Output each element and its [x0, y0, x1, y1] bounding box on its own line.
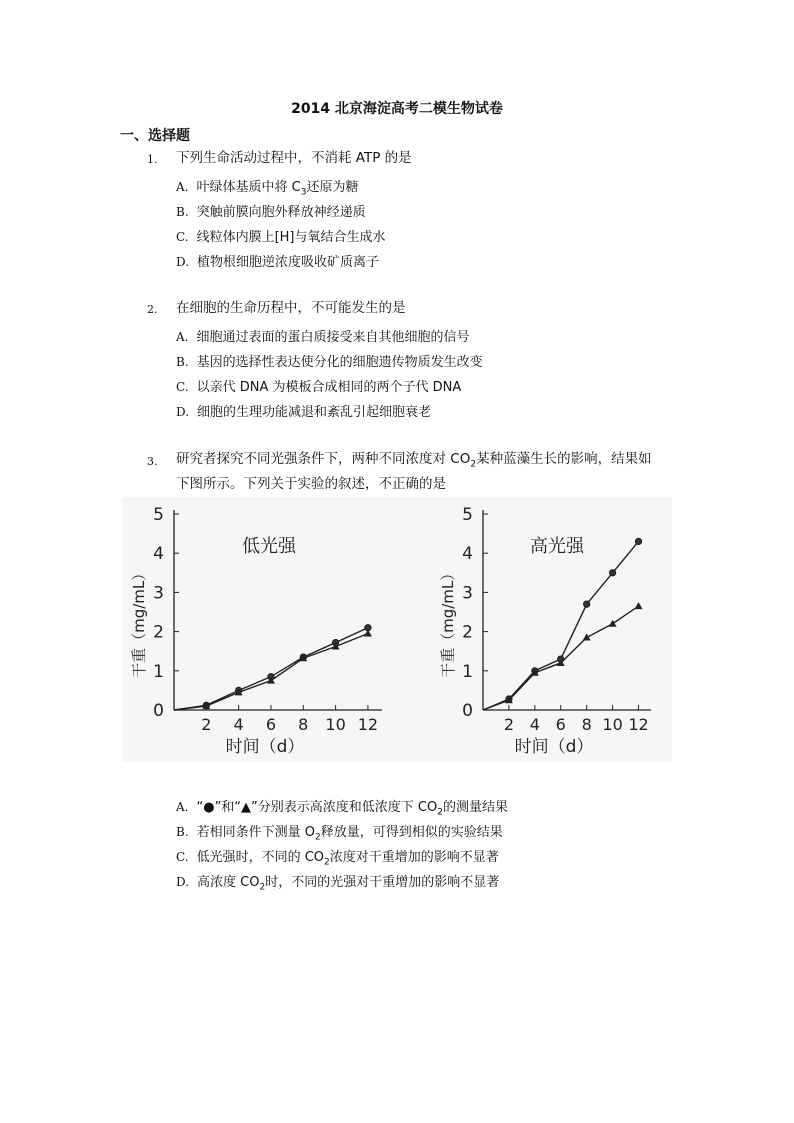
option-text: 线粒体内膜上[H]与氧结合生成水: [196, 230, 386, 245]
chart1-x-tick-label: 2: [201, 715, 212, 734]
chart2-x-tick-label: 2: [503, 715, 515, 734]
q3-option-a: [176, 796, 508, 818]
chart1-x-axis-label: 时间（d）: [225, 737, 305, 757]
question-3-number: 3.: [147, 455, 158, 468]
option-text: 若相同条件下测量 O: [196, 825, 316, 840]
option-text: 高浓度 CO: [197, 875, 260, 890]
option-label: B.: [176, 355, 189, 369]
option-text: 细胞的生理功能减退和紊乱引起细胞衰老: [197, 405, 432, 420]
chart1-x-tick-label: 6: [265, 715, 277, 734]
option-label: C.: [176, 850, 189, 864]
chart1-y-tick-label: 4: [153, 544, 164, 565]
option-text: 叶绿体基质中将 C: [196, 180, 301, 195]
option-text: 突触前膜向胞外释放神经递质: [196, 205, 366, 220]
chart2-y-tick-label: 4: [462, 544, 473, 565]
option-label: C.: [176, 230, 189, 244]
option-text-tail: 浓度对干重增加的影响不显著: [329, 850, 499, 865]
stem-text: 研究者探究不同光强条件下，两种不同浓度对 CO: [176, 451, 471, 467]
chart1-series-line-circle: [174, 628, 368, 710]
chart2-y-tick-label: 2: [462, 622, 473, 643]
chart2-x-tick-label: 6: [555, 715, 566, 734]
chart1-x-tick-label: 10: [325, 715, 346, 734]
chart1-y-tick-label: 2: [153, 622, 164, 643]
chart2-y-tick-label: 5: [462, 505, 473, 525]
question-1-stem: 下列生命活动过程中，不消耗 ATP 的是: [176, 150, 412, 166]
stem-text-tail: 某种蓝藻生长的影响，结果如: [476, 451, 652, 467]
chart2-data-point-triangle: [635, 602, 643, 609]
section-heading: 一、选择题: [120, 128, 190, 144]
option-text-tail: 的测量结果: [442, 800, 508, 815]
chart1-x-tick-label: 4: [233, 715, 244, 734]
question-2-number: 2.: [147, 303, 158, 316]
chart1-y-tick-label: 5: [153, 505, 164, 525]
option-text-tail: 还原为糖: [306, 180, 359, 195]
option-text: “●”和“▲”分别表示高浓度和低浓度下 CO: [196, 800, 438, 815]
option-label: A.: [176, 330, 189, 344]
q3-option-c: [176, 846, 499, 868]
option-label: B.: [176, 205, 189, 219]
option-text-tail: 时，不同的光强对干重增加的影响不显著: [265, 875, 500, 890]
chart1-series-line-triangle: [174, 634, 368, 710]
chart1-y-tick-label: 1: [153, 661, 164, 682]
q3-option-b: [176, 821, 503, 843]
growth-charts: [122, 497, 672, 762]
option-text: 以亲代 DNA 为模板合成相同的两个子代 DNA: [196, 380, 462, 395]
option-label: D.: [176, 255, 190, 269]
subscript: 3: [300, 187, 307, 198]
subscript: 2: [259, 882, 266, 893]
q3-option-d: [176, 871, 499, 893]
option-label: A.: [176, 800, 189, 814]
chart2-x-tick-label: 12: [628, 715, 649, 734]
chart1-y-axis-label: 干重（mg/mL）: [130, 565, 148, 678]
chart2-data-point-circle: [609, 570, 615, 576]
option-label: C.: [176, 380, 189, 394]
q1-option-b: [176, 201, 366, 220]
q1-option-c: [176, 226, 386, 245]
chart2-x-tick-label: 10: [602, 715, 623, 734]
subscript: 2: [324, 857, 330, 868]
chart1-x-tick-label: 12: [357, 715, 379, 734]
chart2-data-point-circle: [583, 601, 589, 607]
question-1-number: 1.: [147, 153, 158, 166]
chart2-x-tick-label: 8: [581, 715, 592, 734]
option-text-tail: 释放量，可得到相似的实验结果: [320, 825, 503, 840]
subscript: 2: [315, 832, 321, 843]
option-text: 细胞通过表面的蛋白质接受来自其他细胞的信号: [196, 330, 470, 345]
question-2-stem: 在细胞的生命历程中，不可能发生的是: [176, 300, 406, 316]
chart1-y-tick-label: 0: [153, 701, 164, 721]
q2-option-c: [176, 376, 461, 395]
subscript: 2: [437, 807, 443, 818]
chart2-data-point-circle: [635, 538, 641, 544]
chart2-data-point-triangle: [609, 620, 617, 627]
chart2-title: 高光强: [530, 536, 584, 557]
option-label: B.: [176, 825, 189, 839]
chart2-y-axis-label: 干重（mg/mL）: [439, 565, 457, 678]
q2-option-d: [176, 401, 431, 420]
chart2-data-point-triangle: [583, 633, 591, 640]
chart2-y-tick-label: 0: [462, 701, 473, 721]
option-label: D.: [176, 875, 190, 889]
chart1-y-tick-label: 3: [153, 583, 164, 604]
chart2-x-axis-label: 时间（d）: [514, 737, 594, 757]
chart1-data-point-triangle: [364, 630, 372, 637]
figure-co2-growth: [122, 497, 672, 762]
option-label: A.: [176, 180, 189, 194]
question-3-stem-line2: 下图所示。下列关于实验的叙述，不正确的是: [176, 476, 446, 492]
chart2-y-tick-label: 3: [462, 583, 473, 604]
chart1-title: 低光强: [242, 536, 296, 557]
option-text: 基因的选择性表达使分化的细胞遗传物质发生改变: [196, 355, 483, 370]
page-title: 2014 北京海淀高考二模生物试卷: [291, 101, 503, 117]
q2-option-a: [176, 326, 470, 345]
option-text: 低光强时，不同的 CO: [196, 850, 325, 865]
q1-option-a: [176, 176, 358, 198]
subscript: 2: [470, 459, 477, 470]
option-text: 植物根细胞逆浓度吸收矿质离子: [197, 255, 380, 270]
option-label: D.: [176, 405, 190, 419]
chart2-x-tick-label: 4: [529, 715, 540, 734]
q2-option-b: [176, 351, 483, 370]
chart1-x-tick-label: 8: [298, 715, 309, 734]
chart2-y-tick-label: 1: [462, 661, 473, 682]
q1-option-d: [176, 251, 379, 270]
